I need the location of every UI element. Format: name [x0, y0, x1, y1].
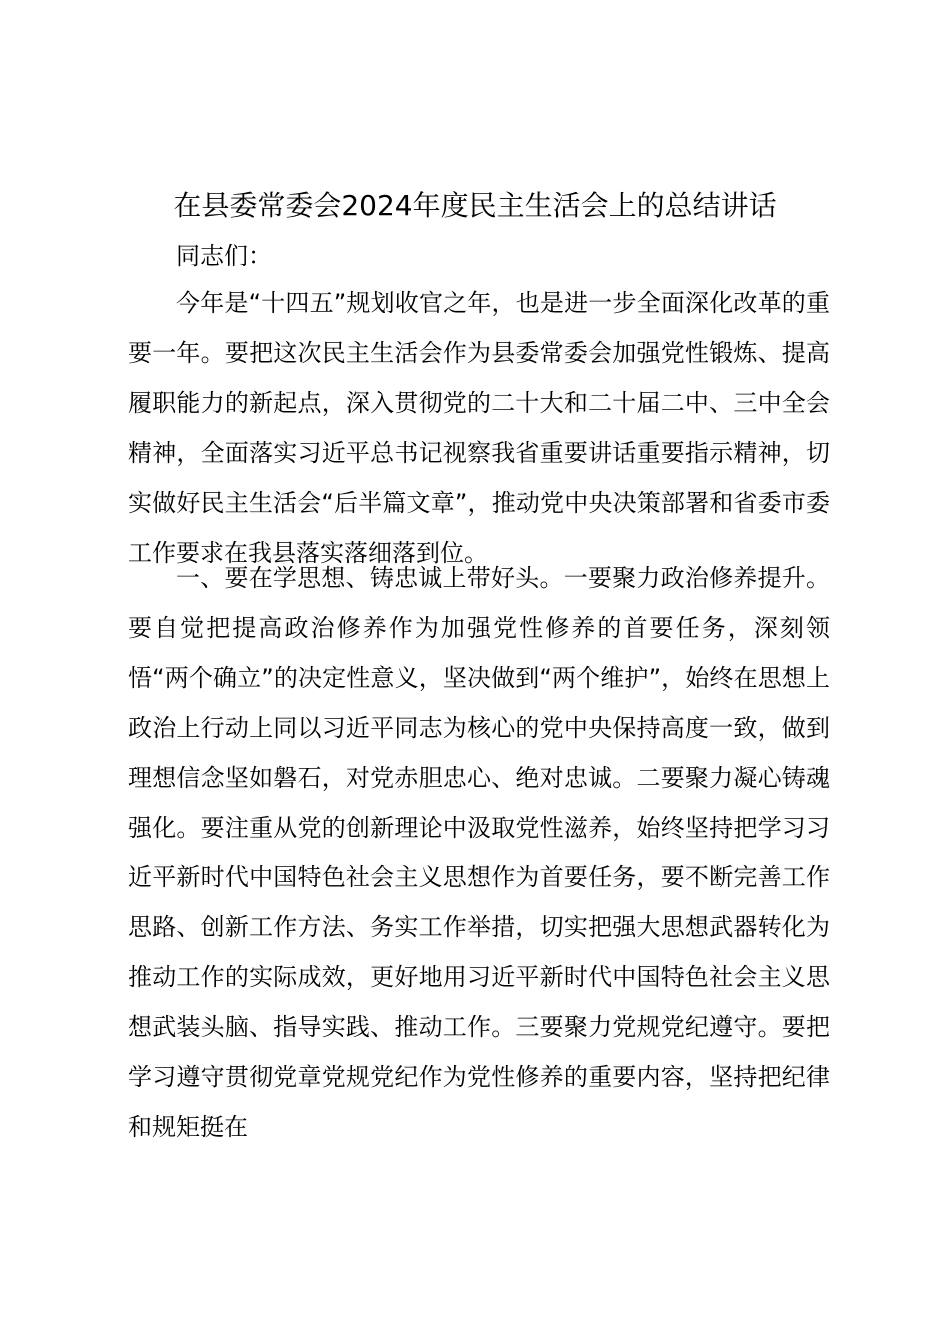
document-title: 在县委常委会2024年度民主生活会上的总结讲话: [173, 189, 777, 222]
paragraph-2: 一、要在学思想、铸忠诚上带好头。一要聚力政治修养提升。要自觉把提高政治修养作为加强党性修养的首要任务，深刻领悟“两个确立”的决定性意义，坚决做到“两个维护”，始终在思想上政治上行动上同以习近平同志为核心的党中央保持高度一致，做到理想信念坚如磐石，对党赤胆忠心、绝对忠诚。二要聚力凝心铸魂强化。要注重从党的创新理论中汲取党性滋养，始终坚持把学习习近平新时代中国特色社会主义思想作为首要任务，要不断完善工作思路、创新工作方法、务实工作举措，切实把强大思想武器转化为推动工作的实际成效，更好地用习近平新时代中国特色社会主义思想武装头脑、指导实践、推动工作。三要聚力党规党纪遵守。要把学习遵守贯彻党章党规党纪作为党性修养的重要内容，坚持把纪律和规矩挺在: [128, 564, 830, 1141]
paragraph-1: 今年是“十四五”规划收官之年，也是进一步全面深化改革的重要一年。要把这次民主生活会作为县委常委会加强党性锻炼、提高履职能力的新起点，深入贯彻党的二十大和二十届二中、三中全会精神，全面落实习近平总书记视察我省重要讲话重要指示精神，切实做好民主生活会“后半篇文章”，推动党中央决策部署和省委市委工作要求在我县落实落细落到位。: [128, 289, 830, 567]
greeting: 同志们：: [176, 242, 272, 270]
